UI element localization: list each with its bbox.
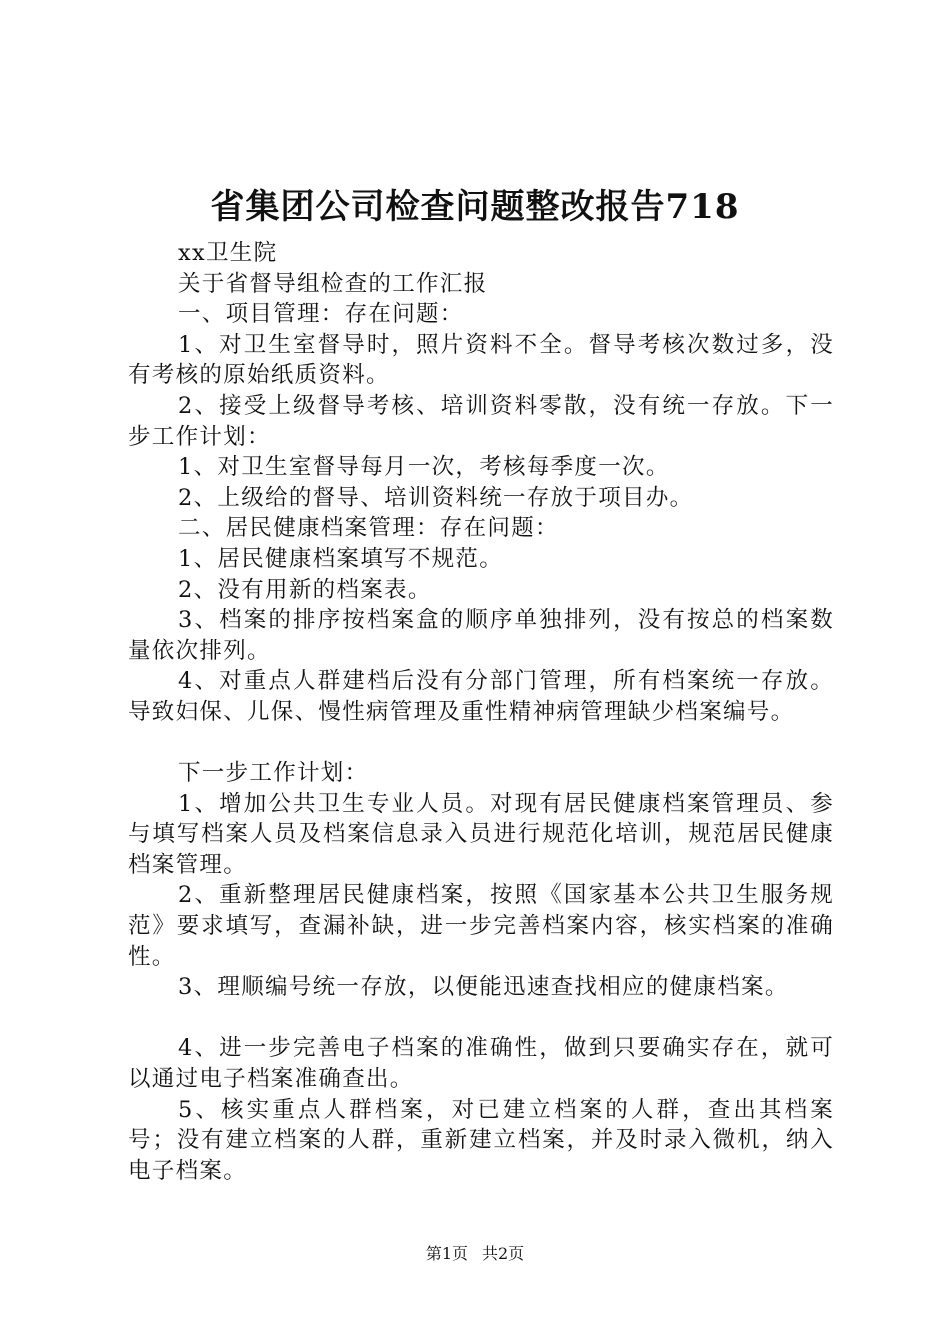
body-paragraph-org: xx卫生院 bbox=[178, 240, 278, 266]
page-total: 共2页 bbox=[482, 1244, 525, 1263]
body-paragraph: 1、对卫生室督导每月一次，考核每季度一次。 bbox=[178, 454, 670, 481]
document-title: 省集团公司检查问题整改报告718 bbox=[210, 187, 740, 227]
body-paragraph: 4、对重点人群建档后没有分部门管理，所有档案统一存放。导致妇保、儿保、慢性病管理及重性精神病管理缺少档案编号。 bbox=[128, 668, 834, 725]
body-paragraph: 1、对卫生室督导时，照片资料不全。督导考核次数过多，没有考核的原始纸质资料。 bbox=[128, 331, 834, 389]
section-heading-health-records: 二、居民健康档案管理：存在问题： bbox=[178, 515, 559, 542]
body-paragraph: 2、没有用新的档案表。 bbox=[178, 576, 432, 603]
body-paragraph: 1、居民健康档案填写不规范。 bbox=[178, 545, 504, 572]
body-paragraph: 5、核实重点人群档案，对已建立档案的人群，查出其档案号；没有建立档案的人群，重新建立档案，并及时录入微机，纳入电子档案。 bbox=[128, 1096, 834, 1184]
section-heading-next-steps: 下一步工作计划： bbox=[178, 760, 369, 787]
document-body bbox=[128, 238, 834, 1186]
page-footer bbox=[0, 1242, 950, 1266]
paragraph-spacer bbox=[128, 728, 834, 759]
body-paragraph: 2、接受上级督导考核、培训资料零散，没有统一存放。下一步工作计划： bbox=[128, 392, 834, 450]
body-paragraph: 1、增加公共卫生专业人员。对现有居民健康档案管理员、参与填写档案人员及档案信息录入员进行规范化培训，规范居民健康档案管理。 bbox=[128, 790, 834, 878]
body-paragraph: 2、上级给的督导、培训资料统一存放于项目办。 bbox=[178, 484, 694, 511]
body-paragraph-subject: 关于省督导组检查的工作汇报 bbox=[178, 270, 488, 297]
body-paragraph: 3、档案的排序按档案盒的顺序单独排列，没有按总的档案数量依次排列。 bbox=[128, 607, 834, 664]
body-paragraph: 3、理顺编号统一存放，以便能迅速查找相应的健康档案。 bbox=[178, 974, 789, 1001]
paragraph-spacer bbox=[128, 1003, 834, 1034]
body-paragraph: 4、进一步完善电子档案的准确性，做到只要确实存在，就可以通过电子档案准确查出。 bbox=[128, 1035, 834, 1093]
body-paragraph: 2、重新整理居民健康档案，按照《国家基本公共卫生服务规范》要求填写，查漏补缺，进一步完善档案内容，核实档案的准确性。 bbox=[128, 882, 834, 970]
section-heading-project-management: 一、项目管理：存在问题： bbox=[178, 301, 464, 328]
page-number: 第1页 bbox=[425, 1244, 468, 1263]
